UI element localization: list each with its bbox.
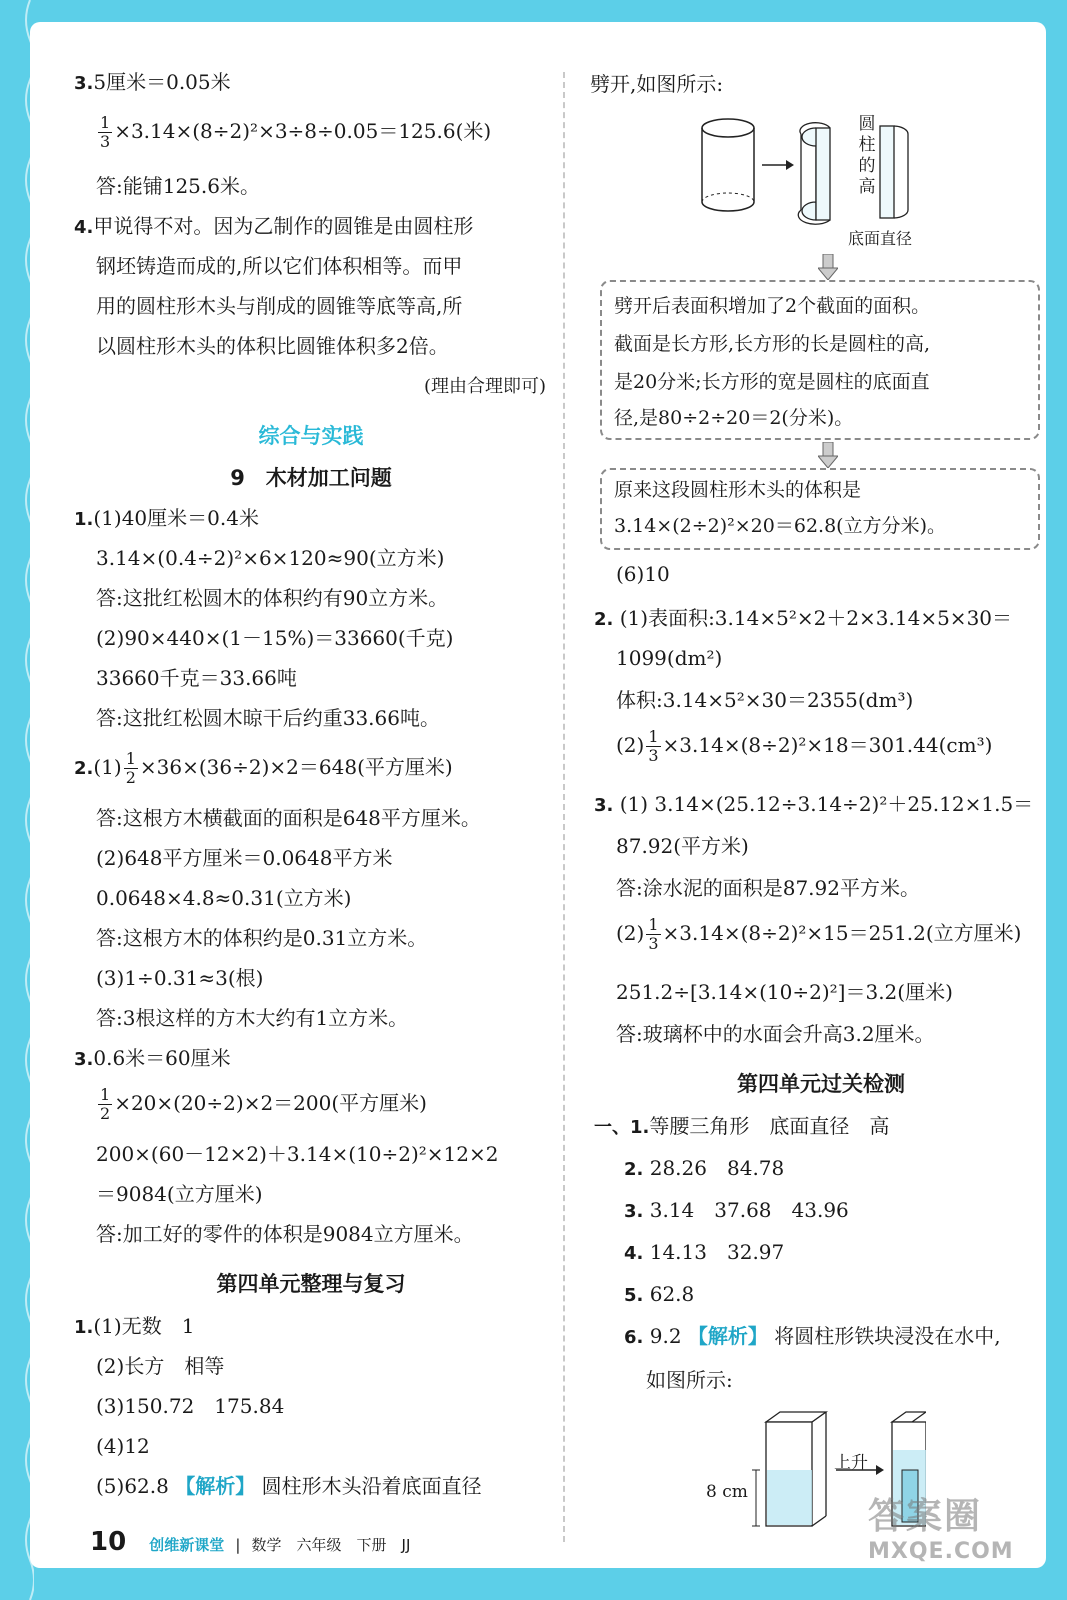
answer-4-line4: 以圆柱形木头的体积比圆锥体积多2倍。 (96, 334, 449, 358)
footer-separator: | (235, 1536, 241, 1554)
box1-line1: 劈开后表面积增加了2个截面的面积。 (614, 295, 931, 317)
brand-name: 创维新课堂 (149, 1536, 225, 1554)
t1-line7: 如图所示: (646, 1368, 733, 1392)
q3-line2: 87.92(平方米) (616, 834, 749, 858)
p3-line1: 3.0.6米＝60厘米 (74, 1046, 231, 1070)
r1-line2: (2)长方 相等 (96, 1354, 225, 1378)
figure-label-rise: 上升 (834, 1453, 868, 1473)
p3-line3: 200×(60－12×2)＋3.14×(10÷2)²×12×2 (96, 1142, 499, 1166)
t1-line3: 3. 3.14 37.68 43.96 (624, 1198, 849, 1222)
q2-line1: 2. (1)表面积:3.14×5²×2＋2×3.14×5×30＝ (594, 606, 1013, 630)
box2-line2: 3.14×(2÷2)²×20＝62.8(立方分米)。 (614, 515, 946, 537)
answer-3-line3: 答:能铺125.6米。 (96, 174, 260, 198)
column-divider (563, 72, 565, 1542)
q3-line1: 3. (1) 3.14×(25.12÷3.14÷2)²＋25.12×1.5＝ (594, 792, 1034, 816)
box1-line3: 是20分米;长方形的宽是圆柱的底面直 (614, 371, 930, 393)
q3-line3: 答:涂水泥的面积是87.92平方米。 (616, 876, 920, 900)
p2-line5: 答:这根方木的体积约是0.31立方米。 (96, 926, 428, 950)
page-sheet (30, 22, 1046, 1568)
p1-line4: (2)90×440×(1－15%)＝33660(千克) (96, 626, 454, 650)
p2-line4: 0.0648×4.8≈0.31(立方米) (96, 886, 352, 910)
t1-line4: 4. 14.13 32.97 (624, 1240, 785, 1264)
figure-label-diameter: 底面直径 (848, 229, 913, 248)
r1-line4: (4)12 (96, 1434, 150, 1458)
fraction: $\frac{1}{3}$ (100, 113, 111, 151)
p2-line1: 2.(1) $\frac{1}{2}$ ×36×(36÷2)×2＝648(平方厘米) (74, 749, 453, 787)
p2-line2: 答:这根方木横截面的面积是648平方厘米。 (96, 806, 481, 830)
q2-line3: 体积:3.14×5²×30＝2355(dm³) (616, 688, 914, 712)
r1-line1: 1.(1)无数 1 (74, 1314, 195, 1338)
p3-line2: $\frac{1}{2}$ ×20×(20÷2)×2＝200(平方厘米) (100, 1085, 427, 1123)
r1-line5: (5)62.8 【解析】 圆柱形木头沿着底面直径 (96, 1474, 482, 1498)
explanation-box-1 (600, 280, 1040, 440)
q3-line6: 答:玻璃杯中的水面会升高3.2厘米。 (616, 1022, 935, 1046)
book-info: 数学 六年级 下册 JJ (251, 1536, 411, 1554)
q2-line4: (2) $\frac{1}{3}$ ×3.14×(8÷2)²×18＝301.44(cm³) (616, 727, 993, 765)
down-arrow-icon (818, 254, 838, 280)
page-footer (90, 1527, 410, 1557)
section-label-practice: 综合与实践 (258, 424, 364, 448)
answer-4-line1: 4.甲说得不对。因为乙制作的圆锥是由圆柱形 (74, 214, 474, 238)
t1-line5: 5. 62.8 (624, 1282, 695, 1306)
watermark-logo: 答案圈 MXQE.COM (868, 1496, 1014, 1564)
down-arrow-icon (818, 442, 838, 468)
p2-line7: 答:3根这样的方木大约有1立方米。 (96, 1006, 409, 1030)
page-number: 10 (90, 1527, 127, 1557)
answer-4-line2: 钢坯铸造而成的,所以它们体积相等。而甲 (96, 254, 463, 278)
q2-line2: 1099(dm²) (616, 646, 723, 670)
fraction: $\frac{1}{3}$ (648, 915, 659, 953)
p1-line2: 3.14×(0.4÷2)²×6×120≈90(立方米) (96, 546, 445, 570)
box1-line4: 径,是80÷2÷20＝2(分米)。 (614, 407, 854, 429)
answer-4-line3: 用的圆柱形木头与削成的圆锥等底等高,所 (96, 294, 463, 318)
p1-line5: 33660千克＝33.66吨 (96, 666, 297, 690)
answer-3-line1: 3.5厘米＝0.05米 (74, 70, 231, 94)
fraction: $\frac{1}{3}$ (648, 727, 659, 765)
t1-line2: 2. 28.26 84.78 (624, 1156, 785, 1180)
box1-line2: 截面是长方形,长方形的长是圆柱的高, (614, 333, 931, 355)
t1-line6: 6. 9.2 【解析】 将圆柱形铁块浸没在水中, (624, 1324, 1001, 1348)
answer-4-note: (理由合理即可) (423, 376, 546, 397)
p3-line4: ＝9084(立方厘米) (96, 1182, 263, 1206)
section-title-unit-test: 第四单元过关检测 (737, 1072, 905, 1096)
analysis-tag: 【解析】 (687, 1324, 768, 1348)
decorative-wave-border (0, 0, 34, 1600)
p1-line1: 1.(1)40厘米＝0.4米 (74, 506, 259, 530)
explanation-box-2 (600, 468, 1040, 550)
fraction: $\frac{1}{2}$ (100, 1085, 111, 1123)
t1-line1: 一、1.等腰三角形 底面直径 高 (594, 1114, 890, 1138)
q3-line5: 251.2÷[3.14×(10÷2)²]＝3.2(厘米) (616, 980, 953, 1004)
p1-line3: 答:这批红松圆木的体积约有90立方米。 (96, 586, 449, 610)
q3-line4: (2) $\frac{1}{3}$ ×3.14×(8÷2)²×15＝251.2(立方厘米) (616, 915, 1022, 953)
figure-label-8cm: 8 cm (706, 1482, 748, 1502)
box2-line1: 原来这段圆柱形木头的体积是 (614, 479, 862, 501)
answer-6: (6)10 (616, 562, 670, 586)
section-title-review: 第四单元整理与复习 (216, 1272, 406, 1296)
p2-line6: (3)1÷0.31≈3(根) (96, 966, 264, 990)
p2-line3: (2)648平方厘米＝0.0648平方米 (96, 846, 393, 870)
fraction: $\frac{1}{2}$ (125, 749, 136, 787)
answer-3-line2: $\frac{1}{3}$ ×3.14×(8÷2)²×3÷8÷0.05＝125.6(米) (100, 113, 492, 151)
analysis-tag: 【解析】 (175, 1474, 256, 1498)
p3-line5: 答:加工好的零件的体积是9084立方厘米。 (96, 1222, 474, 1246)
r1-line3: (3)150.72 175.84 (96, 1394, 285, 1418)
figure-label-height: 圆 柱 的 高 (858, 114, 876, 197)
section-title-wood: 9 木材加工问题 (230, 466, 392, 490)
split-intro: 劈开,如图所示: (590, 72, 724, 96)
p1-line6: 答:这批红松圆木晾干后约重33.66吨。 (96, 706, 440, 730)
